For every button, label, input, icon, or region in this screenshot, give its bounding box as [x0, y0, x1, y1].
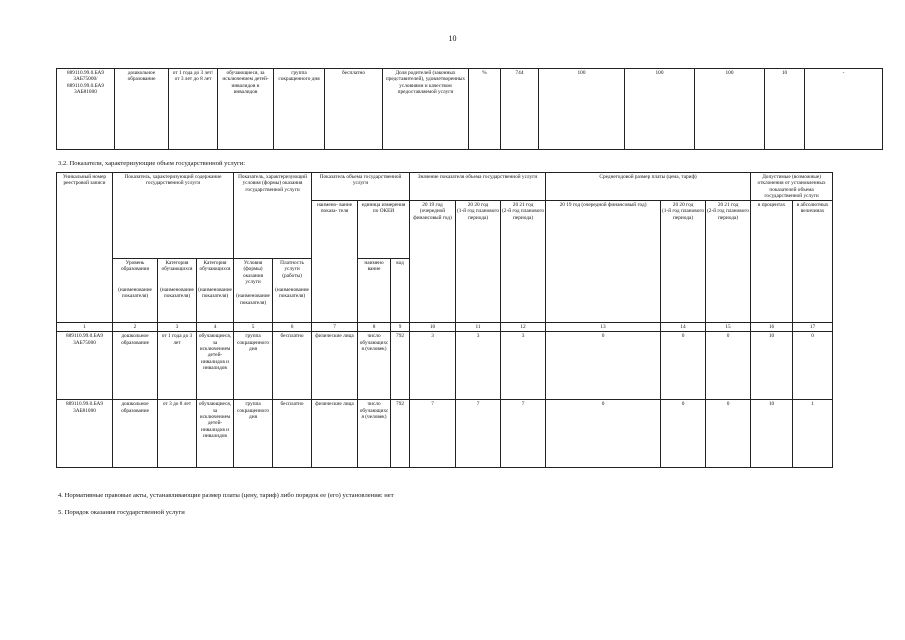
header-year3-note: (2-й год планового периода)	[502, 208, 545, 221]
deviation-percent: 10	[765, 69, 805, 150]
col-number: 13	[546, 323, 661, 332]
header-volume-value: Значение показателя объема государственной услуги	[410, 173, 546, 201]
col-number: 17	[793, 323, 833, 332]
table-row	[57, 69, 883, 150]
deviation-percent: 10	[751, 400, 793, 468]
col-number: 9	[391, 323, 410, 332]
col-number: 11	[456, 323, 501, 332]
header-category-label: Категория обучающихся	[161, 260, 193, 273]
payment-type: бесплатно	[273, 400, 312, 468]
deviation-absolute: 0	[793, 332, 833, 400]
header-category2-label: Категория обучающихся	[199, 260, 231, 273]
header-in-percent: в процентах	[751, 201, 793, 323]
okei-code: 792	[391, 400, 410, 468]
header-volume-indicator: Показатель объема государственной услуги	[312, 173, 410, 201]
col-number: 14	[661, 323, 706, 332]
header-year3-label: 20 21 год	[512, 202, 534, 209]
volume-indicator: физические лица	[312, 332, 358, 400]
header-year1-label: 20 19 год	[422, 202, 443, 209]
note-regulations: 4. Нормативные правовые акты, устанавливающие размер платы (цену, тариф) либо порядок ее (его) установления: нет	[58, 492, 394, 499]
value-year1: 7	[410, 400, 456, 468]
student-category: обучающиеся, за исключением детей- инвалидов и инвалидов	[197, 400, 234, 468]
header-category-name: (наименование показателя)	[160, 286, 194, 300]
value-year1: 3	[410, 332, 456, 400]
payment-type: бесплатно	[273, 332, 312, 400]
education-level: дошкольное образование	[115, 69, 169, 150]
header-indicator-name: наимено- вание показа- теля	[312, 201, 358, 323]
education-level: дошкольное образование	[113, 332, 158, 400]
age-category: от 1 года до 3 лет	[158, 332, 197, 400]
header-year3	[501, 201, 546, 323]
table-row	[57, 400, 833, 468]
okei-code: 744	[501, 69, 539, 150]
fee-year2: 0	[661, 400, 706, 468]
col-number: 16	[751, 323, 793, 332]
header-fee-year3-label: 20 21 год	[717, 202, 739, 209]
header-year1-note: (очередной финансовый год)	[413, 208, 452, 221]
value-year3: 100	[695, 69, 765, 150]
age-category: от 3 до 8 лет	[158, 400, 197, 468]
value-year3: 3	[501, 332, 546, 400]
deviation-absolute: 1	[793, 400, 833, 468]
header-forms-name: (наименование показателя)	[236, 293, 270, 306]
student-category: обучающиеся, за исключением детей- инвалидов и инвалидов	[197, 332, 234, 400]
header-category2-name: (наименование показателя)	[198, 286, 232, 300]
service-condition: группа сокращенного дня	[234, 400, 273, 468]
value-year3: 7	[501, 400, 546, 468]
header-level-label: Уровень образования	[121, 260, 149, 273]
fee-year3: 0	[706, 400, 751, 468]
column-number-row	[57, 323, 833, 332]
col-number: 7	[312, 323, 358, 332]
col-number: 10	[410, 323, 456, 332]
header-unit-okei: единица измерения по ОКЕИ	[358, 201, 410, 259]
unit: %	[469, 69, 501, 150]
col-number: 6	[273, 323, 312, 332]
header-fee-year3-note: (2-й год планового периода)	[707, 208, 750, 221]
service-condition: группа сокращенного дня	[274, 69, 325, 150]
col-number: 5	[234, 323, 273, 332]
header-fee-year2	[661, 201, 706, 323]
header-fee-year3	[706, 201, 751, 323]
header-payment	[273, 259, 312, 323]
header-year2-note: (1-й год планового периода)	[457, 208, 500, 221]
education-level: дошкольное образование	[113, 400, 158, 468]
header-unit-code: код	[391, 259, 410, 323]
value-year1: 100	[539, 69, 625, 150]
header-forms-label: Условия (формы) оказания услуги	[243, 260, 264, 286]
header-average-fee: Среднегодовой размер платы (цена, тариф)	[546, 173, 751, 201]
header-year2	[456, 201, 501, 323]
volume-table	[56, 172, 833, 468]
header-category	[158, 259, 197, 323]
deviation-percent: 10	[751, 332, 793, 400]
quality-indicator: Доля родителей (законных представителей), удовлетворенных условиями и качеством предоставляемой услуги	[383, 69, 469, 150]
payment-type: бесплатно	[325, 69, 383, 150]
header-year1	[410, 201, 456, 323]
col-number: 4	[197, 323, 234, 332]
value-year2: 7	[456, 400, 501, 468]
header-level-name: (наименование показателя)	[118, 286, 152, 300]
col-number: 2	[113, 323, 158, 332]
header-unique-number: Уникальный номер реестровой записи	[57, 173, 113, 323]
header-fee-year2-label: 20 20 год	[672, 202, 694, 209]
col-number: 8	[358, 323, 391, 332]
deviation-absolute: -	[805, 69, 883, 150]
table-row	[57, 332, 833, 400]
value-year2: 3	[456, 332, 501, 400]
header-content-indicator: Показатель, характеризующий содержание государственной услуги	[113, 173, 234, 259]
header-deviations: Допустимые (возможные) отклонения от установленных показателей объема государственной услуги	[751, 173, 833, 201]
section-heading: 3.2. Показатели, характеризующие объем государственной услуги:	[58, 160, 246, 167]
page-number: 10	[448, 34, 457, 43]
note-service-procedure: 5. Порядок оказания государственной услуги	[58, 509, 185, 516]
header-forms	[234, 259, 273, 323]
header-year2-label: 20 20 год	[467, 202, 489, 209]
volume-indicator: физические лица	[312, 400, 358, 468]
record-code: 889110.99.0.БА9 3АБ81000	[57, 400, 113, 468]
col-number: 15	[706, 323, 751, 332]
header-fee-year2-note: (1-й год планового периода)	[662, 208, 705, 221]
header-level	[113, 259, 158, 323]
fee-year1: 0	[546, 332, 661, 400]
fee-year1: 0	[546, 400, 661, 468]
col-number: 3	[158, 323, 197, 332]
service-condition: группа сокращенного дня	[234, 332, 273, 400]
age-category: от 1 года до 3 лет/ от 3 лет до 8 лет	[169, 69, 218, 150]
quality-table-continuation	[56, 68, 883, 150]
fee-year3: 0	[706, 332, 751, 400]
header-row	[57, 173, 833, 201]
header-payment-label: Платность услуги (работы)	[280, 260, 304, 279]
header-category2	[197, 259, 234, 323]
header-in-absolute: в абсолютных величинах	[793, 201, 833, 323]
header-unit-name: наимено вание	[358, 259, 391, 323]
value-year2: 100	[625, 69, 695, 150]
col-number: 1	[57, 323, 113, 332]
header-condition-indicator: Показатель, характеризующий условия (формы) оказания государственной услуги	[234, 173, 312, 259]
header-fee-year1: 20 19 год (очередной финансовый год)	[546, 201, 661, 323]
record-code: 889110.99.0.БА9 3АБ75000	[57, 332, 113, 400]
unit-name: число обучающихся (человек)	[358, 332, 391, 400]
unit-name: число обучающихся (человек)	[358, 400, 391, 468]
record-code: 889110.99.0.БА9 3АБ75000/ 889110.99.0.БА9 3АБ81000	[57, 69, 115, 150]
header-payment-name: (наименование показателя)	[275, 287, 309, 300]
col-number: 12	[501, 323, 546, 332]
student-category: обучающиеся, за исключением детей- инвалидов и инвалидов	[218, 69, 274, 150]
fee-year2: 0	[661, 332, 706, 400]
okei-code: 792	[391, 332, 410, 400]
